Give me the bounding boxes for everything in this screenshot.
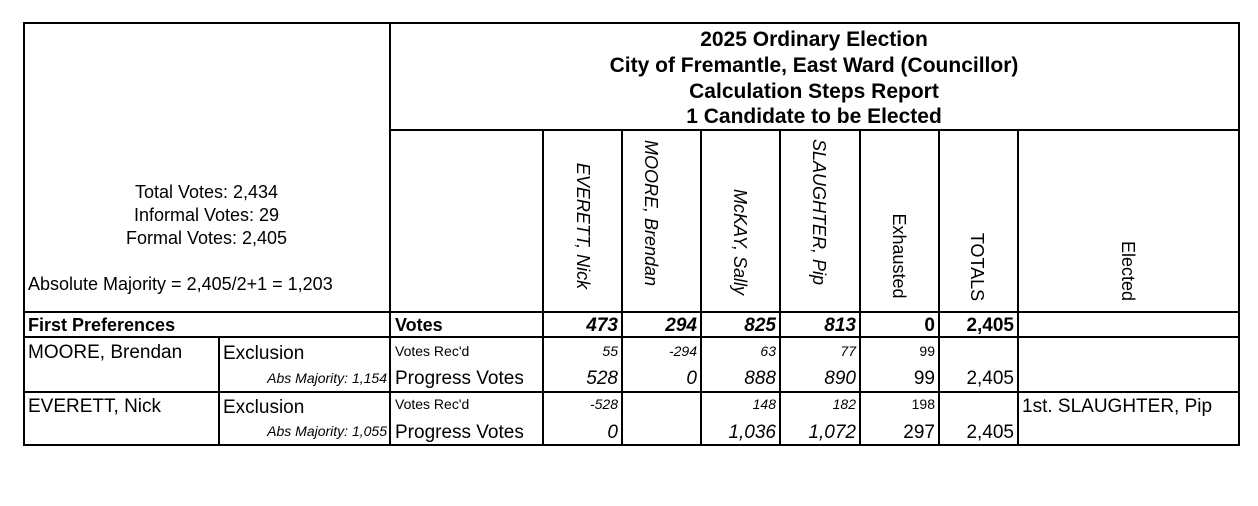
step2-prog-slaughter: 1,072 xyxy=(808,422,856,443)
step2-rec-label: Votes Rec'd xyxy=(395,396,470,412)
total-votes: Total Votes: 2,434 xyxy=(134,182,279,202)
step2-rec-exhausted: 198 xyxy=(911,396,935,412)
col-header-slaughter: SLAUGHTER, Pip xyxy=(809,139,829,286)
step2-prog-label: Progress Votes xyxy=(395,422,524,443)
step2-prog-mckay: 1,036 xyxy=(728,422,776,443)
table-border-bottom xyxy=(24,444,1240,446)
step1-rec-mckay: 63 xyxy=(760,343,776,359)
step1-rec-label: Votes Rec'd xyxy=(395,343,470,359)
step2-prog-exhausted: 297 xyxy=(903,422,935,443)
title-divider xyxy=(389,129,1240,131)
step2-prog-totals: 2,405 xyxy=(966,422,1014,443)
step1-rec-moore: -294 xyxy=(668,343,697,359)
report-title-line-4: 1 Candidate to be Elected xyxy=(686,105,942,128)
step1-abs-majority: Abs Majority: 1,154 xyxy=(267,370,387,386)
first-preferences-type: Votes xyxy=(395,315,443,335)
first-pref-exhausted: 0 xyxy=(924,315,935,336)
step1-divider xyxy=(24,391,1240,393)
table-border-right xyxy=(1238,22,1240,446)
first-preferences-label: First Preferences xyxy=(28,315,176,335)
step2-rec-slaughter: 182 xyxy=(832,396,856,412)
step2-rec-mckay: 148 xyxy=(752,396,776,412)
col-header-everett: EVERETT, Nick xyxy=(573,162,593,290)
step1-rec-exhausted: 99 xyxy=(919,343,935,359)
first-pref-divider xyxy=(24,336,1240,338)
step2-candidate: EVERETT, Nick xyxy=(28,396,162,417)
step2-rec-everett: -528 xyxy=(589,396,618,412)
step1-prog-exhausted: 99 xyxy=(913,368,935,389)
informal-votes: Informal Votes: 29 xyxy=(133,205,280,225)
first-pref-moore: 294 xyxy=(665,315,697,336)
col-divider-moore xyxy=(621,129,623,446)
formal-votes: Formal Votes: 2,405 xyxy=(125,228,288,248)
step1-rec-everett: 55 xyxy=(602,343,618,359)
step1-prog-everett: 528 xyxy=(586,368,618,389)
step2-abs-majority: Abs Majority: 1,055 xyxy=(267,423,387,439)
col-divider-elected xyxy=(1017,129,1019,446)
step1-prog-mckay: 888 xyxy=(744,368,776,389)
report-title-line-1: 2025 Ordinary Election xyxy=(700,28,928,51)
first-pref-everett: 473 xyxy=(586,315,618,336)
report-title-line-2: City of Fremantle, East Ward (Councillor) xyxy=(609,54,1019,77)
step1-prog-label: Progress Votes xyxy=(395,368,524,389)
col-header-moore: MOORE, Brendan xyxy=(641,140,661,287)
step1-action: Exclusion xyxy=(223,343,305,364)
table-border-top xyxy=(24,22,1240,24)
header-divider xyxy=(24,311,1240,313)
step1-prog-totals: 2,405 xyxy=(966,368,1014,389)
step2-prog-everett: 0 xyxy=(607,422,618,443)
step2-action: Exclusion xyxy=(223,397,305,418)
report-title-line-3: Calculation Steps Report xyxy=(689,80,939,103)
col-header-elected: Elected xyxy=(1118,240,1138,302)
col-header-totals: TOTALS xyxy=(967,232,987,302)
col-header-mckay: McKAY, Sally xyxy=(730,188,750,296)
first-pref-totals: 2,405 xyxy=(966,315,1014,336)
first-pref-slaughter: 813 xyxy=(824,315,856,336)
col-divider-totals xyxy=(938,129,940,446)
step1-rec-slaughter: 77 xyxy=(840,343,856,359)
step1-candidate: MOORE, Brendan xyxy=(28,342,183,363)
first-pref-mckay: 825 xyxy=(744,315,776,336)
col-header-exhausted: Exhausted xyxy=(889,213,909,299)
absolute-majority: Absolute Majority = 2,405/2+1 = 1,203 xyxy=(28,274,333,294)
step1-prog-moore: 0 xyxy=(686,368,697,389)
step2-elected: 1st. SLAUGHTER, Pip xyxy=(1022,396,1213,417)
step1-prog-slaughter: 890 xyxy=(824,368,856,389)
